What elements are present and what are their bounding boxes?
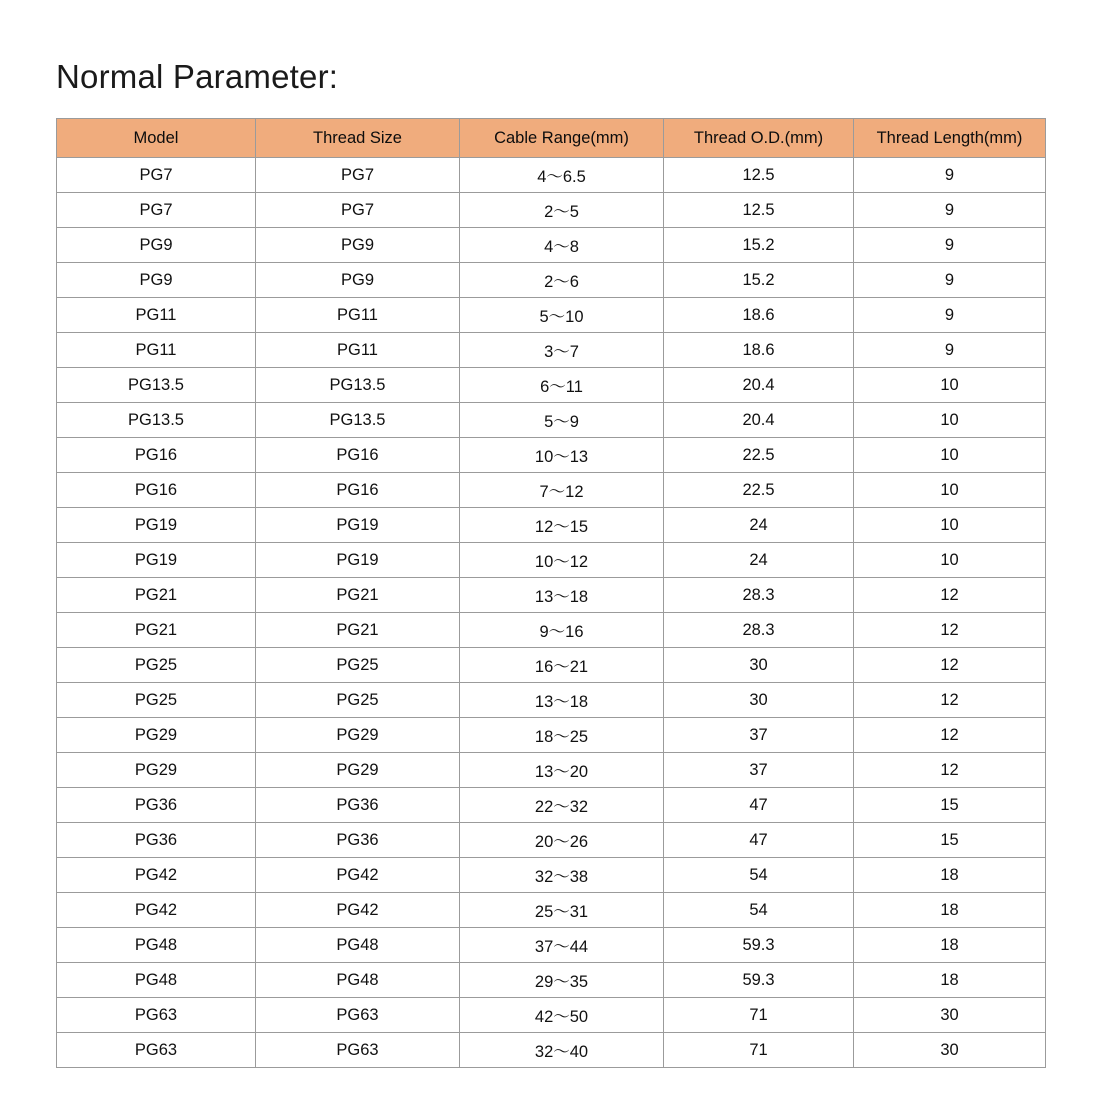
table-cell: 18.6 [664,298,854,333]
table-cell: 32～38 [460,858,664,893]
table-row [57,893,1046,928]
table-cell: 16～21 [460,648,664,683]
table-cell: PG63 [256,998,460,1033]
table-cell: 22.5 [664,473,854,508]
column-header-cable-range: Cable Range(mm) [460,119,664,158]
table-cell: 9 [854,228,1046,263]
table-cell: 15.2 [664,263,854,298]
table-cell: 12 [854,718,1046,753]
table-cell: 42～50 [460,998,664,1033]
table-row [57,298,1046,333]
table-cell: 15 [854,823,1046,858]
table-cell: PG13.5 [256,368,460,403]
table-cell: 12.5 [664,158,854,193]
table-cell: 4～6.5 [460,158,664,193]
table-cell: PG36 [57,788,256,823]
table-cell: 10 [854,368,1046,403]
table-row [57,648,1046,683]
table-row [57,263,1046,298]
table-cell: 47 [664,788,854,823]
table-cell: PG9 [256,228,460,263]
table-cell: 18 [854,928,1046,963]
table-cell: 9 [854,158,1046,193]
table-cell: PG16 [57,473,256,508]
table-cell: PG29 [256,753,460,788]
table-row [57,368,1046,403]
table-cell: 20～26 [460,823,664,858]
table-cell: PG63 [57,998,256,1033]
table-cell: 9 [854,193,1046,228]
table-cell: PG13.5 [57,368,256,403]
table-cell: 71 [664,1033,854,1068]
table-row [57,543,1046,578]
table-row [57,158,1046,193]
table-cell: 18～25 [460,718,664,753]
table-cell: PG7 [256,158,460,193]
table-cell: 18 [854,858,1046,893]
table-cell: 28.3 [664,613,854,648]
table-cell: 24 [664,508,854,543]
table-cell: PG42 [57,893,256,928]
table-cell: PG29 [57,753,256,788]
table-cell: 13～18 [460,683,664,718]
table-cell: PG16 [256,473,460,508]
table-row [57,788,1046,823]
table-cell: PG48 [57,963,256,998]
table-row [57,193,1046,228]
table-row [57,613,1046,648]
table-cell: 29～35 [460,963,664,998]
table-cell: PG25 [57,648,256,683]
table-cell: 13～18 [460,578,664,613]
table-cell: 47 [664,823,854,858]
table-cell: 20.4 [664,403,854,438]
table-row [57,928,1046,963]
table-cell: PG11 [57,333,256,368]
table-cell: 24 [664,543,854,578]
table-cell: 6～11 [460,368,664,403]
table-cell: PG36 [57,823,256,858]
table-cell: 12 [854,648,1046,683]
table-cell: 5～10 [460,298,664,333]
page-title: Normal Parameter: [56,58,339,96]
parameter-table [56,118,1046,1068]
table-cell: PG19 [256,543,460,578]
table-cell: PG29 [256,718,460,753]
table-row [57,438,1046,473]
table-cell: 30 [664,648,854,683]
table-cell: 10 [854,543,1046,578]
table-cell: PG7 [57,158,256,193]
table-cell: 12～15 [460,508,664,543]
table-row [57,963,1046,998]
table-cell: 30 [854,1033,1046,1068]
table-cell: 10 [854,438,1046,473]
table-cell: PG13.5 [256,403,460,438]
table-cell: PG11 [57,298,256,333]
table-cell: 9 [854,333,1046,368]
table-row [57,998,1046,1033]
table-cell: 10 [854,508,1046,543]
table-cell: 10～13 [460,438,664,473]
table-cell: 59.3 [664,963,854,998]
table-cell: 9～16 [460,613,664,648]
table-cell: 37 [664,718,854,753]
table-body [57,158,1046,1068]
table-cell: PG25 [57,683,256,718]
column-header-thread-size: Thread Size [256,119,460,158]
column-header-model: Model [57,119,256,158]
table-header-row [57,119,1046,158]
table-row [57,683,1046,718]
table-cell: PG16 [57,438,256,473]
table-cell: 12 [854,578,1046,613]
table-cell: 4～8 [460,228,664,263]
table-cell: PG21 [57,578,256,613]
table-cell: 25～31 [460,893,664,928]
table-cell: 12 [854,683,1046,718]
table-cell: PG25 [256,683,460,718]
table-cell: 5～9 [460,403,664,438]
table-cell: 3～7 [460,333,664,368]
table-cell: PG63 [57,1033,256,1068]
table-cell: PG7 [256,193,460,228]
table-cell: PG9 [57,263,256,298]
table-cell: 30 [664,683,854,718]
table-cell: PG16 [256,438,460,473]
table-cell: 54 [664,858,854,893]
table-cell: 54 [664,893,854,928]
table-row [57,753,1046,788]
table-row [57,578,1046,613]
table-cell: 10 [854,473,1046,508]
table-cell: PG48 [256,928,460,963]
table-cell: PG19 [256,508,460,543]
table-cell: 18.6 [664,333,854,368]
table-cell: 37 [664,753,854,788]
table-cell: 71 [664,998,854,1033]
table-cell: PG63 [256,1033,460,1068]
table-header [57,119,1046,158]
table-row [57,858,1046,893]
table-row [57,823,1046,858]
table-cell: PG36 [256,788,460,823]
table-cell: 13～20 [460,753,664,788]
table-row [57,508,1046,543]
table-cell: 22.5 [664,438,854,473]
table-cell: 7～12 [460,473,664,508]
column-header-thread-length: Thread Length(mm) [854,119,1046,158]
table-cell: PG19 [57,543,256,578]
table-cell: PG21 [57,613,256,648]
table-cell: PG42 [256,893,460,928]
table-cell: 20.4 [664,368,854,403]
table-cell: PG42 [256,858,460,893]
table-cell: 9 [854,298,1046,333]
table-row [57,333,1046,368]
table-cell: PG11 [256,298,460,333]
table-row [57,473,1046,508]
table-cell: 15.2 [664,228,854,263]
table-cell: PG19 [57,508,256,543]
table-cell: PG29 [57,718,256,753]
table-cell: 37～44 [460,928,664,963]
table-cell: PG36 [256,823,460,858]
table-cell: 18 [854,893,1046,928]
table-cell: 2～6 [460,263,664,298]
table-cell: PG25 [256,648,460,683]
table-cell: 2～5 [460,193,664,228]
table-row [57,718,1046,753]
table-cell: PG11 [256,333,460,368]
table-cell: 9 [854,263,1046,298]
table-cell: 12 [854,753,1046,788]
table-cell: PG48 [57,928,256,963]
table-cell: PG13.5 [57,403,256,438]
table-cell: 59.3 [664,928,854,963]
table-cell: 28.3 [664,578,854,613]
table-row [57,403,1046,438]
table-cell: 10～12 [460,543,664,578]
table-cell: 10 [854,403,1046,438]
table-cell: PG48 [256,963,460,998]
table-cell: 18 [854,963,1046,998]
table-cell: 15 [854,788,1046,823]
table-cell: 32～40 [460,1033,664,1068]
column-header-thread-od: Thread O.D.(mm) [664,119,854,158]
table-row [57,228,1046,263]
table-cell: PG21 [256,613,460,648]
table-cell: 22～32 [460,788,664,823]
table-row [57,1033,1046,1068]
parameter-table-container [56,118,1045,1068]
table-cell: PG21 [256,578,460,613]
table-cell: PG9 [57,228,256,263]
table-cell: 30 [854,998,1046,1033]
table-cell: PG42 [57,858,256,893]
table-cell: PG7 [57,193,256,228]
table-cell: PG9 [256,263,460,298]
table-cell: 12.5 [664,193,854,228]
table-cell: 12 [854,613,1046,648]
